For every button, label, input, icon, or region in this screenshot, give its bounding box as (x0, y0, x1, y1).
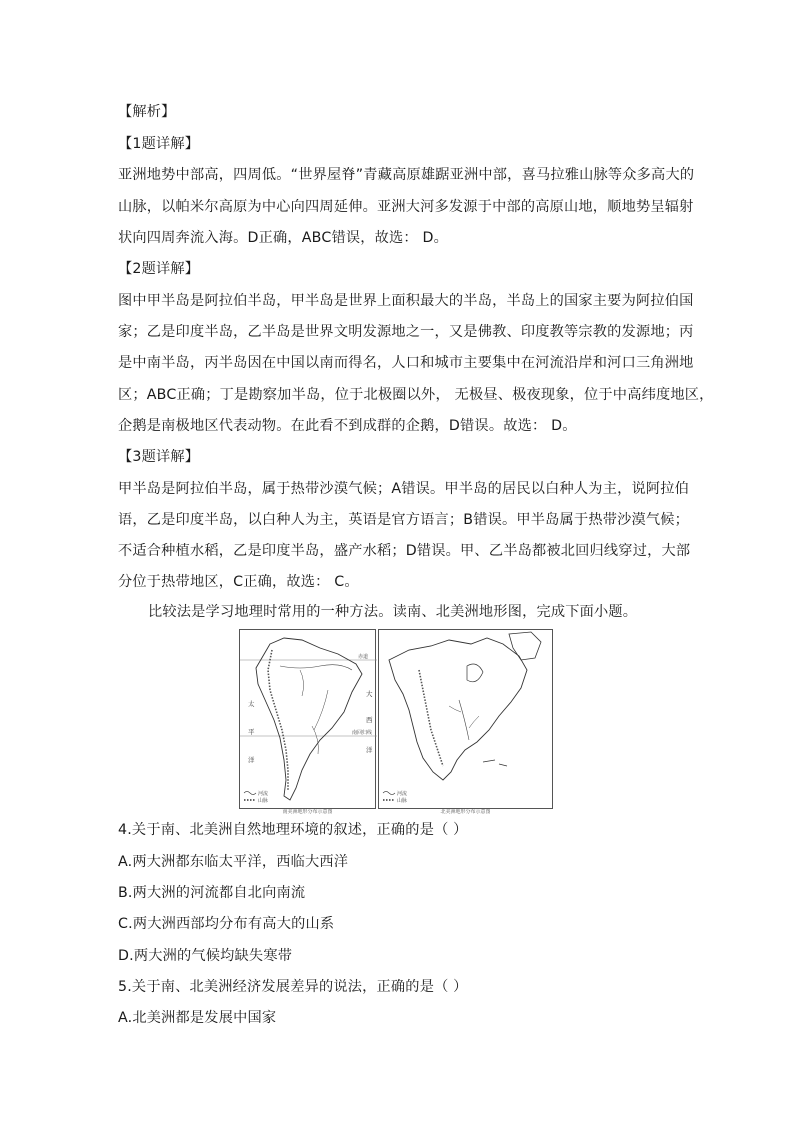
pacific-label-3: 洋 (248, 756, 255, 764)
q3-line: 不适合种植水稻，乙是印度半岛，盛产水稻；D错误。甲、乙半岛都被北回归线穿过，大部 (118, 543, 691, 559)
north-america-outline (389, 638, 527, 780)
q2-heading: 【2题详解】 (118, 261, 200, 277)
q2-line: 家；乙是印度半岛，乙半岛是世界文明发源地之一，又是佛教、印度教等宗教的发源地；丙 (118, 324, 694, 340)
south-america-map (239, 629, 376, 809)
q3-line: 语，乙是印度半岛，以白种人为主，英语是官方语言；B错误。甲半岛属于热带沙漠气候； (118, 512, 690, 528)
q2-line: 企鹅是南极地区代表动物。在此看不到成群的企鹅，D错误。故选： D。 (118, 418, 577, 434)
legend-mountain: 山脉 (397, 798, 408, 804)
north-america-map (378, 629, 553, 809)
rocky-mountains (419, 670, 443, 766)
question-4-stem: 4.关于南、北美洲自然地理环境的叙述，正确的是（ ） (118, 822, 468, 838)
atlantic-label-1: 大 (366, 690, 373, 698)
caribbean-island (499, 764, 507, 766)
river-legend-icon (244, 792, 256, 795)
north-america-caption: 北美洲地形分布示意图 (440, 809, 491, 815)
q1-line: 亚洲地势中部高，四周低。“世界屋脊”青藏高原雄踞亚洲中部，喜马拉雅山脉等众多高大的 (118, 167, 695, 183)
river (314, 690, 328, 730)
q1-heading: 【1题详解】 (118, 136, 200, 152)
q1-line: 山脉，以帕米尔高原为中心向四周延伸。亚洲大河多发源于中部的高原山地，顺地势呈辐射 (118, 199, 694, 215)
question-5-option: A.北美洲都是发展中国家 (118, 1010, 277, 1026)
q3-line: 甲半岛是阿拉伯半岛，属于热带沙漠气候；A错误。甲半岛的居民以白种人为主，说阿拉伯 (118, 481, 690, 497)
q1-line: 状向四周奔流入海。D正确，ABC错误，故选： D。 (118, 230, 449, 246)
river (300, 670, 304, 696)
river (469, 716, 479, 728)
americas-topographic-maps (239, 629, 553, 815)
atlantic-label-2: 西 (366, 716, 373, 724)
legend-mountain: 山脉 (258, 798, 269, 804)
greenland-outline (509, 632, 541, 660)
question-5-stem: 5.关于南、北美洲经济发展差异的说法，正确的是（ ） (118, 979, 468, 995)
legend-river: 河流 (258, 791, 269, 797)
hudson-bay (467, 664, 483, 682)
question-4-option: D.两大洲的气候均缺失寒带 (118, 948, 293, 964)
legend-river: 河流 (397, 791, 408, 797)
question-4-option: C.两大洲西部均分布有高大的山系 (118, 916, 335, 932)
pacific-label-1: 太 (248, 700, 255, 708)
question-4-option: A.两大洲都东临太平洋，西临大西洋 (118, 854, 349, 870)
tropic-label: 南回归线 (352, 730, 373, 736)
atlantic-label-3: 洋 (366, 746, 373, 754)
mississippi-river (459, 700, 469, 740)
river-legend-icon (383, 792, 395, 795)
analysis-heading: 【解析】 (118, 104, 176, 120)
q2-line: 是中南半岛，丙半岛因在中国以南而得名，人口和城市主要集中在河流沿岸和河口三角洲地 (118, 355, 694, 371)
south-america-outline (256, 638, 362, 800)
q3-heading: 【3题详解】 (118, 449, 200, 465)
amazon-river (280, 665, 352, 670)
equator-label: 赤道 (358, 654, 369, 660)
q3-line: 分位于热带地区，C正确，故选： C。 (118, 574, 359, 590)
caribbean-island (483, 760, 495, 762)
south-america-map-drawing (240, 630, 377, 810)
pacific-label-2: 平 (248, 728, 255, 736)
north-america-map-drawing (379, 630, 554, 810)
south-america-caption: 南美洲地形分布示意图 (282, 809, 333, 815)
question-4-option: B.两大洲的河流都自北向南流 (118, 885, 306, 901)
q2-line: 图中甲半岛是阿拉伯半岛，甲半岛是世界上面积最大的半岛，半岛上的国家主要为阿拉伯国 (118, 293, 694, 309)
intro-text: 比较法是学习地理时常用的一种方法。读南、北美洲地形图，完成下面小题。 (148, 604, 638, 620)
river (449, 706, 461, 712)
q2-line: 区；ABC正确；丁是勘察加半岛，位于北极圈以外， 无极昼、极夜现象，位于中高纬度地区， (118, 387, 714, 403)
